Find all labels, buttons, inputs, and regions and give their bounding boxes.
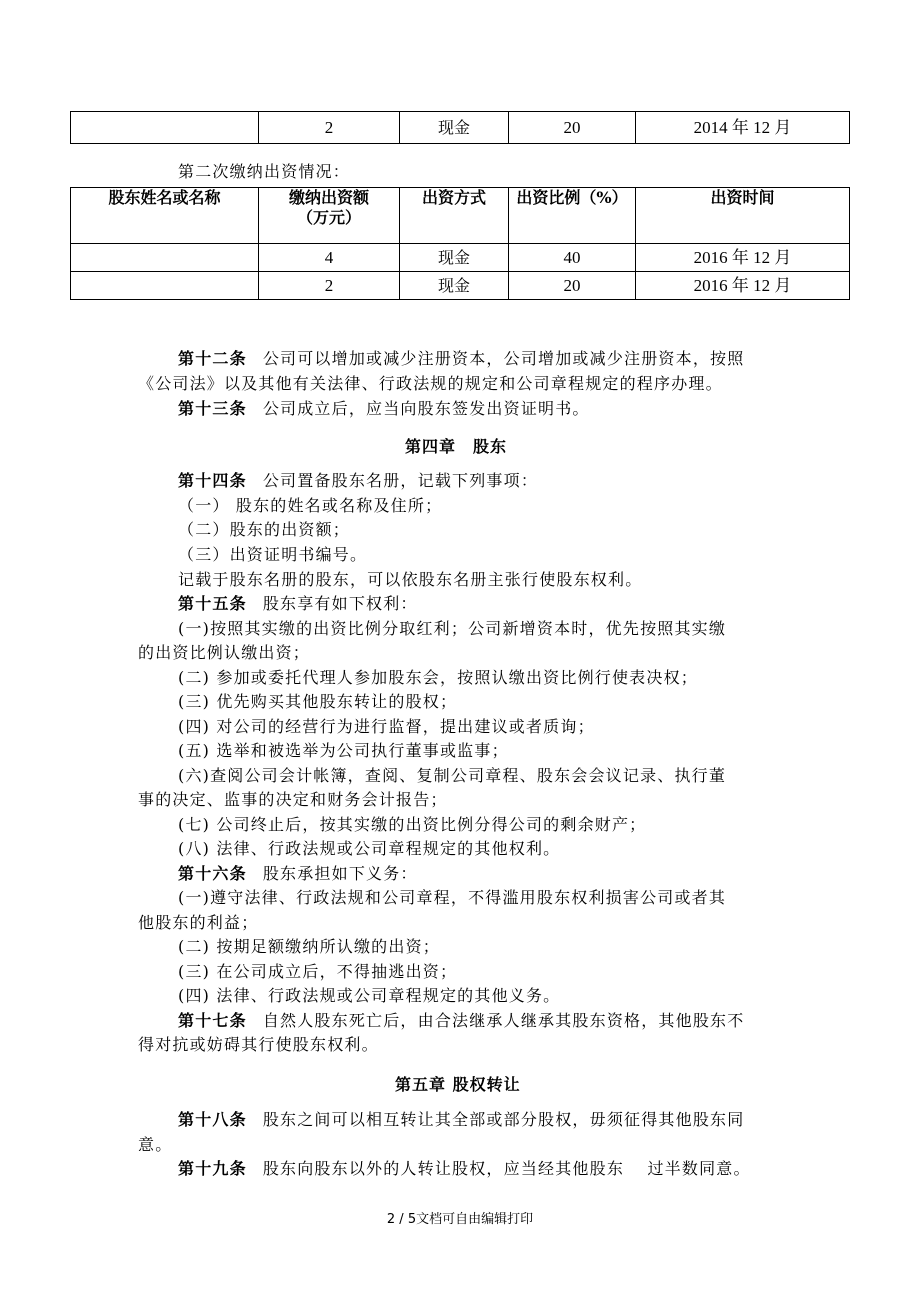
col-header-ratio: 出资比例（%） (509, 188, 636, 244)
article-17-cont: 得对抗或妨碍其行使股东权利。 (138, 1035, 379, 1054)
list-item: (三) 在公司成立后，不得抽逃出资； (178, 962, 458, 981)
col-header-time: 出资时间 (636, 188, 850, 244)
article-17-head: 第十七条 (178, 1011, 247, 1030)
article-14 (178, 469, 538, 493)
list-item: (四) 法律、行政法规或公司章程规定的其他义务。 (178, 986, 561, 1005)
table-cell: 2 (259, 112, 400, 144)
col-header-amount-line1: 缴纳出资额 (288, 188, 369, 207)
table-row (71, 112, 850, 144)
list-item: (六)查阅公司会计帐簿，查阅、复制公司章程、股东会会议记录、执行董 (178, 766, 727, 785)
table-cell: 2 (259, 272, 400, 300)
list-item: 事的决定、监事的决定和财务会计报告； (138, 790, 448, 809)
chapter-4-title: 第四章 股东 (405, 437, 508, 456)
article-17 (178, 1009, 744, 1033)
list-item: (七) 公司终止后，按其实缴的出资比例分得公司的剩余财产； (178, 815, 647, 834)
list-item: (五) 选举和被选举为公司执行董事或监事； (178, 741, 509, 760)
list-item: (四) 对公司的经营行为进行监督，提出建议或者质询； (178, 717, 595, 736)
article-18-cont: 意。 (138, 1135, 173, 1154)
table-cell: 20 (509, 112, 636, 144)
article-17-text: 自然人股东死亡后，由合法继承人继承其股东资格，其他股东不 (262, 1011, 745, 1030)
table-cell: 2016 年 12 月 (636, 272, 850, 300)
article-19-head: 第十九条 (178, 1159, 247, 1178)
table-cell: 20 (509, 272, 636, 300)
chapter-5-title: 第五章 股权转让 (395, 1075, 521, 1094)
second-payment-label: 第二次缴纳出资情况： (178, 162, 351, 181)
article-18-text: 股东之间可以相互转让其全部或部分股权，毋须征得其他股东同 (262, 1110, 745, 1129)
article-15-head: 第十五条 (178, 594, 247, 613)
list-item: （二）股东的出资额； (178, 520, 351, 539)
article-13-text: 公司成立后，应当向股东签发出资证明书。 (262, 399, 590, 418)
article-18-head: 第十八条 (178, 1110, 247, 1129)
article-13-head: 第十三条 (178, 399, 247, 418)
article-19-text: 股东向股东以外的人转让股权，应当经其他股东 过半数同意。 (262, 1159, 751, 1178)
table-cell (71, 112, 259, 144)
table-cell: 40 (509, 244, 636, 272)
list-item: 他股东的利益； (138, 913, 259, 932)
list-item: (二) 按期足额缴纳所认缴的出资； (178, 937, 440, 956)
table-cell: 现金 (400, 244, 509, 272)
article-15 (178, 592, 418, 616)
article-16-text: 股东承担如下义务： (262, 864, 418, 883)
article-16 (178, 862, 418, 886)
article-12-cont: 《公司法》以及其他有关法律、行政法规的规定和公司章程规定的程序办理。 (138, 374, 723, 393)
article-13 (178, 397, 590, 421)
article-12-text: 公司可以增加或减少注册资本，公司增加或减少注册资本，按照 (262, 349, 745, 368)
table-cell (71, 244, 259, 272)
table-cell: 2016 年 12 月 (636, 244, 850, 272)
contribution-table-2 (70, 187, 850, 300)
table-cell (71, 272, 259, 300)
page-footer: 2 / 5文档可自由编辑打印 (386, 1212, 534, 1227)
article-14-text: 公司置备股东名册，记载下列事项： (262, 471, 539, 490)
col-header-amount-line2: （万元） (296, 208, 361, 227)
list-item: (二) 参加或委托代理人参加股东会，按照认缴出资比例行使表决权； (178, 668, 698, 687)
table-header-row (71, 188, 850, 244)
col-header-method: 出资方式 (400, 188, 509, 244)
article-15-text: 股东享有如下权利： (262, 594, 418, 613)
table-cell: 4 (259, 244, 400, 272)
article-14-tail: 记载于股东名册的股东，可以依股东名册主张行使股东权利。 (178, 570, 643, 589)
list-item: (一)遵守法律、行政法规和公司章程，不得滥用股东权利损害公司或者其 (178, 888, 727, 907)
article-19 (178, 1157, 751, 1181)
list-item: (三) 优先购买其他股东转让的股权； (178, 692, 458, 711)
col-header-shareholder: 股东姓名或名称 (71, 188, 259, 244)
list-item: （一） 股东的姓名或名称及住所； (178, 496, 443, 515)
article-12 (178, 347, 744, 371)
col-header-amount (259, 188, 400, 244)
article-16-head: 第十六条 (178, 864, 247, 883)
table-cell: 现金 (400, 272, 509, 300)
list-item: （三）出资证明书编号。 (178, 545, 368, 564)
table-cell: 现金 (400, 112, 509, 144)
article-12-head: 第十二条 (178, 349, 247, 368)
list-item: (八) 法律、行政法规或公司章程规定的其他权利。 (178, 839, 561, 858)
article-14-head: 第十四条 (178, 471, 247, 490)
contribution-table-1 (70, 111, 850, 144)
table-cell: 2014 年 12 月 (636, 112, 850, 144)
list-item: 的出资比例认缴出资； (138, 643, 311, 662)
list-item: (一)按照其实缴的出资比例分取红利；公司新增资本时，优先按照其实缴 (178, 619, 727, 638)
table-row (71, 272, 850, 300)
article-18 (178, 1108, 744, 1132)
table-row (71, 244, 850, 272)
